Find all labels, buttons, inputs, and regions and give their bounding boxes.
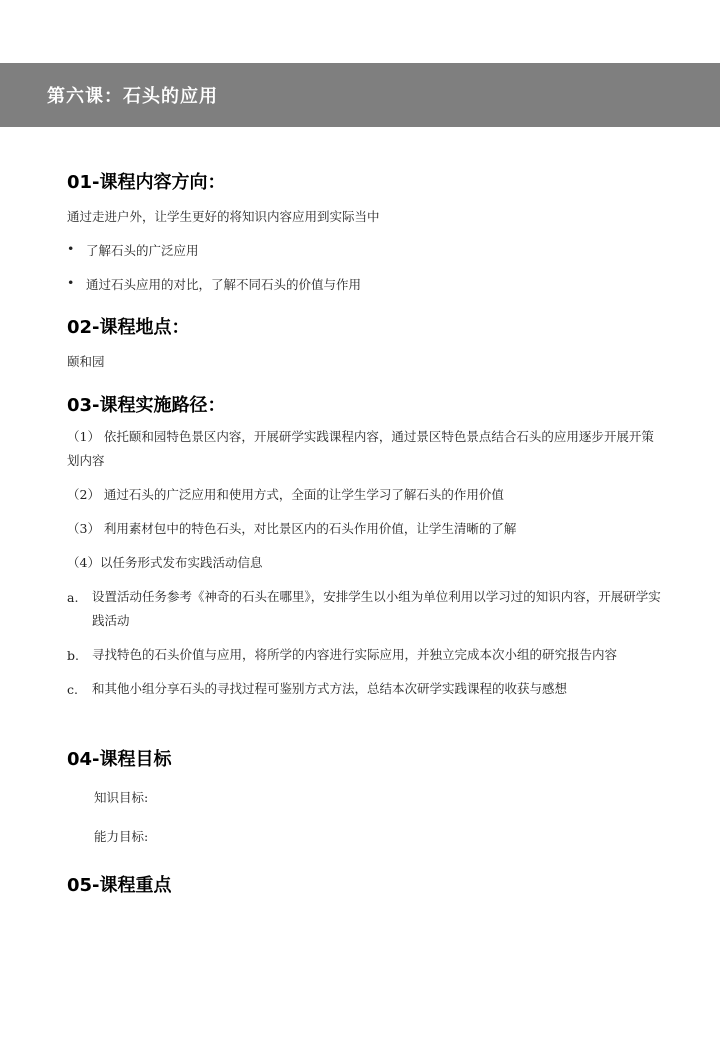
title-banner [0,63,720,127]
section-heading-goals: 04-课程目标 [67,749,172,770]
section-heading-path: 03-课程实施路径： [67,395,226,416]
bullet-marker: • [67,241,75,256]
path-step: （2） 通过石头的广泛应用和使用方式，全面的让学生学习了解石头的作用价值 [67,487,504,502]
bullet-marker: • [67,275,75,290]
task-marker: a. [67,590,79,605]
section-heading-content: 01-课程内容方向： [67,172,226,193]
section-heading-location: 02-课程地点： [67,317,190,338]
task-item: 设置活动任务参考《神奇的石头在哪里》，安排学生以小组为单位利用以学习过的知识内容，开展研学实践活动 [92,589,661,628]
goal-knowledge: 知识目标: [94,790,149,805]
path-step: （4）以任务形式发布实践活动信息 [67,555,263,570]
task-marker: c. [67,682,78,697]
bullet-item: 通过石头应用的对比，了解不同石头的价值与作用 [86,277,362,292]
task-item: 和其他小组分享石头的寻找过程可鉴别方式方法，总结本次研学实践课程的收获与感想 [92,681,568,696]
content-intro: 通过走进户外，让学生更好的将知识内容应用到实际当中 [67,209,380,224]
page-title: 第六课：石头的应用 [47,86,218,107]
task-item: 寻找特色的石头价值与应用，将所学的内容进行实际应用，并独立完成本次小组的研究报告内容 [92,647,618,662]
bullet-item: 了解石头的广泛应用 [86,243,199,258]
section-heading-focus: 05-课程重点 [67,875,172,896]
location-text: 颐和园 [67,354,105,369]
path-step: （3） 利用素材包中的特色石头，对比景区内的石头作用价值，让学生清晰的了解 [67,521,517,536]
goal-ability: 能力目标: [94,829,149,844]
task-marker: b. [67,648,79,663]
path-step: （1） 依托颐和园特色景区内容，开展研学实践课程内容，通过景区特色景点结合石头的应用逐步开展开策划内容 [67,429,654,468]
